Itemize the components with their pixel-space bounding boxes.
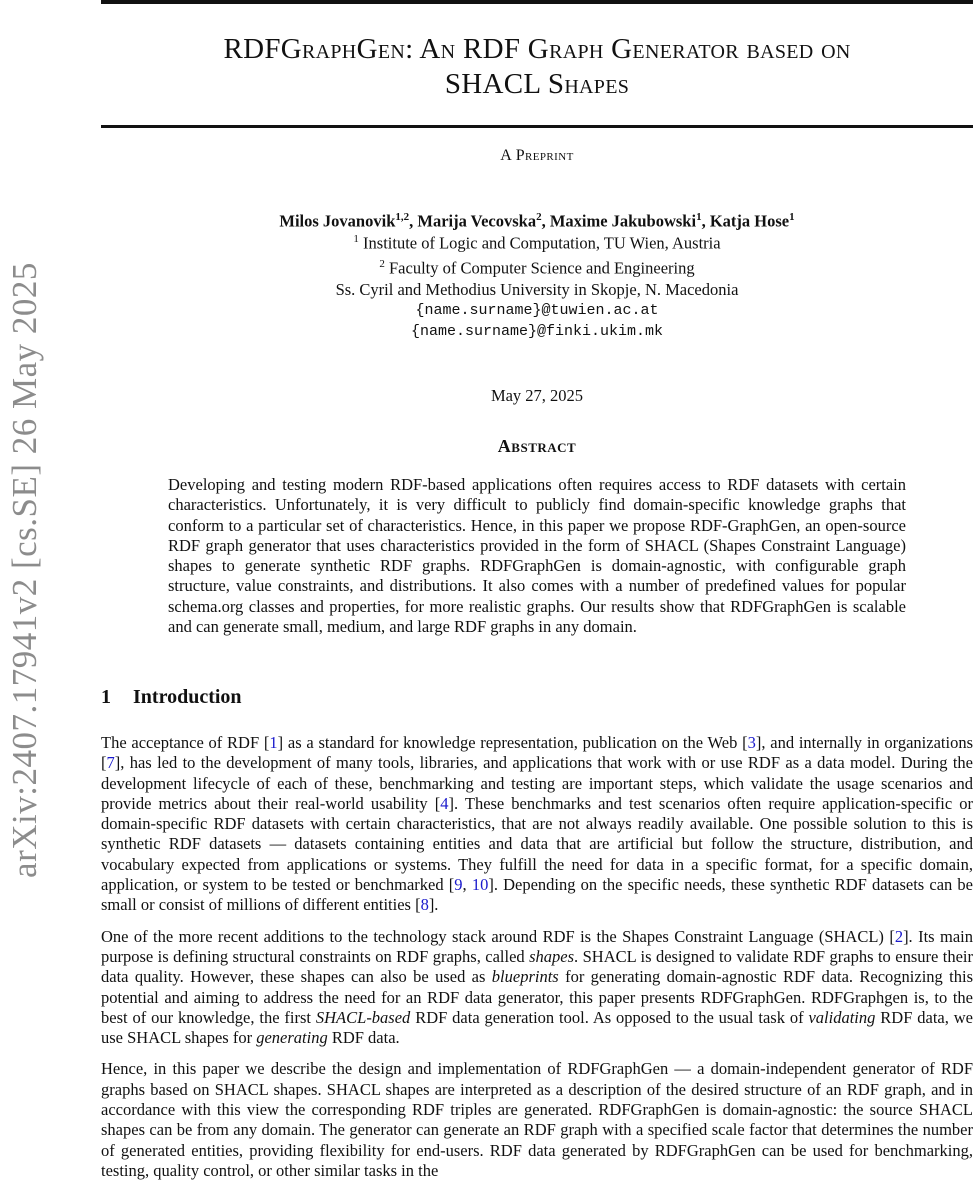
affiliation-line xyxy=(101,279,973,300)
affiliation-line xyxy=(101,254,973,279)
section-number: 1 xyxy=(101,686,111,708)
body-text-run: RDF data, we use SHACL shapes for xyxy=(101,1007,973,1048)
affiliation-mark: 1 xyxy=(353,233,359,245)
body-text-run: RDF data generation tool. As opposed to the usual task of xyxy=(410,1007,809,1027)
title-segment: RDF G xyxy=(455,33,550,65)
title-segment: G xyxy=(603,33,633,65)
affiliation-mark: 2 xyxy=(379,257,385,270)
citation-link[interactable]: 7 xyxy=(106,753,115,773)
title-segment: hapes xyxy=(564,68,630,100)
body-text-run: for generating domain-agnostic RDF data. Recognizing this potential and aiming to address the need for an RDF data generator, this paper presents RDFGraphGen. RDFGraphgen is, to the best of our knowledge, the first xyxy=(101,967,973,1027)
body-text-run: ]. xyxy=(428,895,439,915)
body-text-run: The acceptance of RDF [ xyxy=(101,733,270,752)
title-segment: raph xyxy=(549,33,604,65)
section-heading-introduction xyxy=(101,686,973,709)
section-title: Introduction xyxy=(133,686,242,708)
affiliation-text: Ss. Cyril and Methodius University in Skopje, N. Macedonia xyxy=(335,279,739,299)
citation-link[interactable]: 1 xyxy=(269,733,278,752)
citation-link[interactable]: 10 xyxy=(471,875,489,895)
affiliation-line xyxy=(101,229,973,254)
author-email xyxy=(101,321,973,342)
paper-title-line-2 xyxy=(445,68,629,100)
body-paragraph xyxy=(101,733,973,916)
emphasized-text: blueprints xyxy=(491,967,559,987)
title-segment: enerator based on xyxy=(632,33,851,65)
title-segment: SHACL S xyxy=(444,68,565,100)
author-name: Katja Hose xyxy=(709,211,790,231)
citation-link[interactable]: 3 xyxy=(747,733,756,752)
affiliation-text: {name.surname}@finki.ukim.mk xyxy=(410,323,664,341)
citation-link[interactable]: 9 xyxy=(454,875,463,895)
body-text-run: . SHACL is designed to validate RDF graphs to ensure their data quality. However, these shapes can also be used as xyxy=(101,946,973,987)
preprint-label: A Preprint xyxy=(500,147,574,164)
emphasized-text: SHACL-based xyxy=(315,1007,411,1027)
body-text-run: ]. Depending on the specific needs, these synthetic RDF datasets can be small or consist of millions of different entities [ xyxy=(101,875,974,915)
affiliation-list xyxy=(101,229,973,342)
title-segment: raph xyxy=(302,33,357,65)
author-affiliation-mark: 1 xyxy=(789,211,795,223)
introduction-body xyxy=(101,733,973,1192)
affiliation-text: Faculty of Computer Science and Engineering xyxy=(389,258,695,278)
body-text-run: , xyxy=(462,875,472,895)
title-segment: : A xyxy=(405,33,441,65)
body-paragraph xyxy=(101,1059,973,1181)
abstract-text: Developing and testing modern RDF-based applications often requires access to RDF datasets with certain characteristics. Unfortunately, it is very difficult to publicly find domain-specific knowledge graphs that conform to a particular set of characteristics. Hence, in this paper we propose RDF-GraphGen, an open-source RDF graph generator that uses characteristics provided in the form of SHACL (Shapes Constraint Language) shapes to generate synthetic RDF graphs. RDFGraphGen is domain-agnostic, with configurable graph structure, value constraints, and distributions. It also comes with a number of predefined values for popular schema.org classes and properties, for more realistic graphs. Our results show that RDFGraphGen is scalable and can generate small, medium, and large RDF graphs in any domain. xyxy=(168,475,906,637)
citation-link[interactable]: 8 xyxy=(420,895,429,915)
abstract-heading: Abstract xyxy=(497,436,577,456)
body-paragraph xyxy=(101,927,973,1049)
author-name: Milos Jovanovik xyxy=(279,211,396,231)
author-affiliation-mark: 1 xyxy=(696,211,702,223)
citation-link[interactable]: 4 xyxy=(440,793,449,813)
body-text-run: RDF data. xyxy=(327,1028,400,1048)
citation-link[interactable]: 2 xyxy=(894,926,904,946)
arxiv-identifier: arXiv:2407.17941v2 [cs.SE] 26 May 2025 xyxy=(5,262,45,878)
body-text-run: ]. Its main purpose is defining structural constraints on RDF graphs, called xyxy=(101,926,973,966)
body-text-run: One of the more recent additions to the technology stack around RDF is the Shapes Constraint Language (SHACL) [ xyxy=(101,926,895,946)
author-name: Marija Vecovska xyxy=(417,211,537,231)
affiliation-text: Institute of Logic and Computation, TU Wien, Austria xyxy=(363,233,721,253)
title-top-rule xyxy=(101,0,973,4)
body-text-run: ]. These benchmarks and test scenarios often require application-specific or domain-specific RDF datasets with certain characteristics, that are not always readily available. One possible solution to this is synthetic RDF datasets — datasets containing entities and data that are artificial but follow the structure, distribution, and vocabulary expected from applications or systems. They fulfill the need for data in a specific format, for a specific domain, application, or system to be tested or benchmarked [ xyxy=(101,793,974,895)
author-email xyxy=(101,300,973,321)
title-segment: RDFG xyxy=(223,33,302,65)
body-text-run: ] as a standard for knowledge representation, publication on the Web [ xyxy=(277,733,748,752)
title-segment: G xyxy=(356,33,378,65)
title-bottom-rule xyxy=(101,125,973,128)
body-text-run: Hence, in this paper we describe the design and implementation of RDFGraphGen — a domain-independent generator of RDF graphs based on SHACL shapes. SHACL shapes are interpreted as a description of the desired structure of an RDF graph, and in accordance with this view the corresponding RDF triples are generated. RDFGraphGen is domain-agnostic: the source SHACL shapes can be from any domain. The generator can generate an RDF graph with a specified scale factor that determines the number of generated entities, providing flexibility for end-users. RDF data generated by RDFGraphGen can be used for benchmarking, testing, quality control, or other similar tasks in the xyxy=(101,1059,973,1180)
author-affiliation-mark: 2 xyxy=(536,211,542,223)
author-name: Maxime Jakubowski xyxy=(549,211,697,231)
title-segment: n xyxy=(440,33,456,65)
body-text-run: ], has led to the development of many tools, libraries, and applications that work with or use RDF as a data model. During the development lifecycle of each of these, benchmarking and testing are important steps, which validate the usage scenarios and provide metrics about their real-world usability [ xyxy=(101,753,973,813)
affiliation-text: {name.surname}@tuwien.ac.at xyxy=(415,301,659,319)
arxiv-identifier-stamp xyxy=(6,240,44,900)
emphasized-text: validating xyxy=(808,1007,876,1027)
paper-title xyxy=(101,32,973,102)
emphasized-text: generating xyxy=(256,1028,328,1048)
title-segment: en xyxy=(377,33,406,65)
author-list: Milos Jovanovik$^{1,2}$, Marija Vecovska$^2$, Maxime Jakubowski$^1$, Katja Hose$^1$ xyxy=(279,211,795,231)
paper-title-line-1 xyxy=(223,33,850,65)
emphasized-text: shapes xyxy=(529,946,575,966)
body-text-run: ], and internally in organizations [ xyxy=(101,733,973,773)
author-affiliation-mark: 1,2 xyxy=(395,211,410,223)
publication-date: May 27, 2025 xyxy=(490,386,584,405)
